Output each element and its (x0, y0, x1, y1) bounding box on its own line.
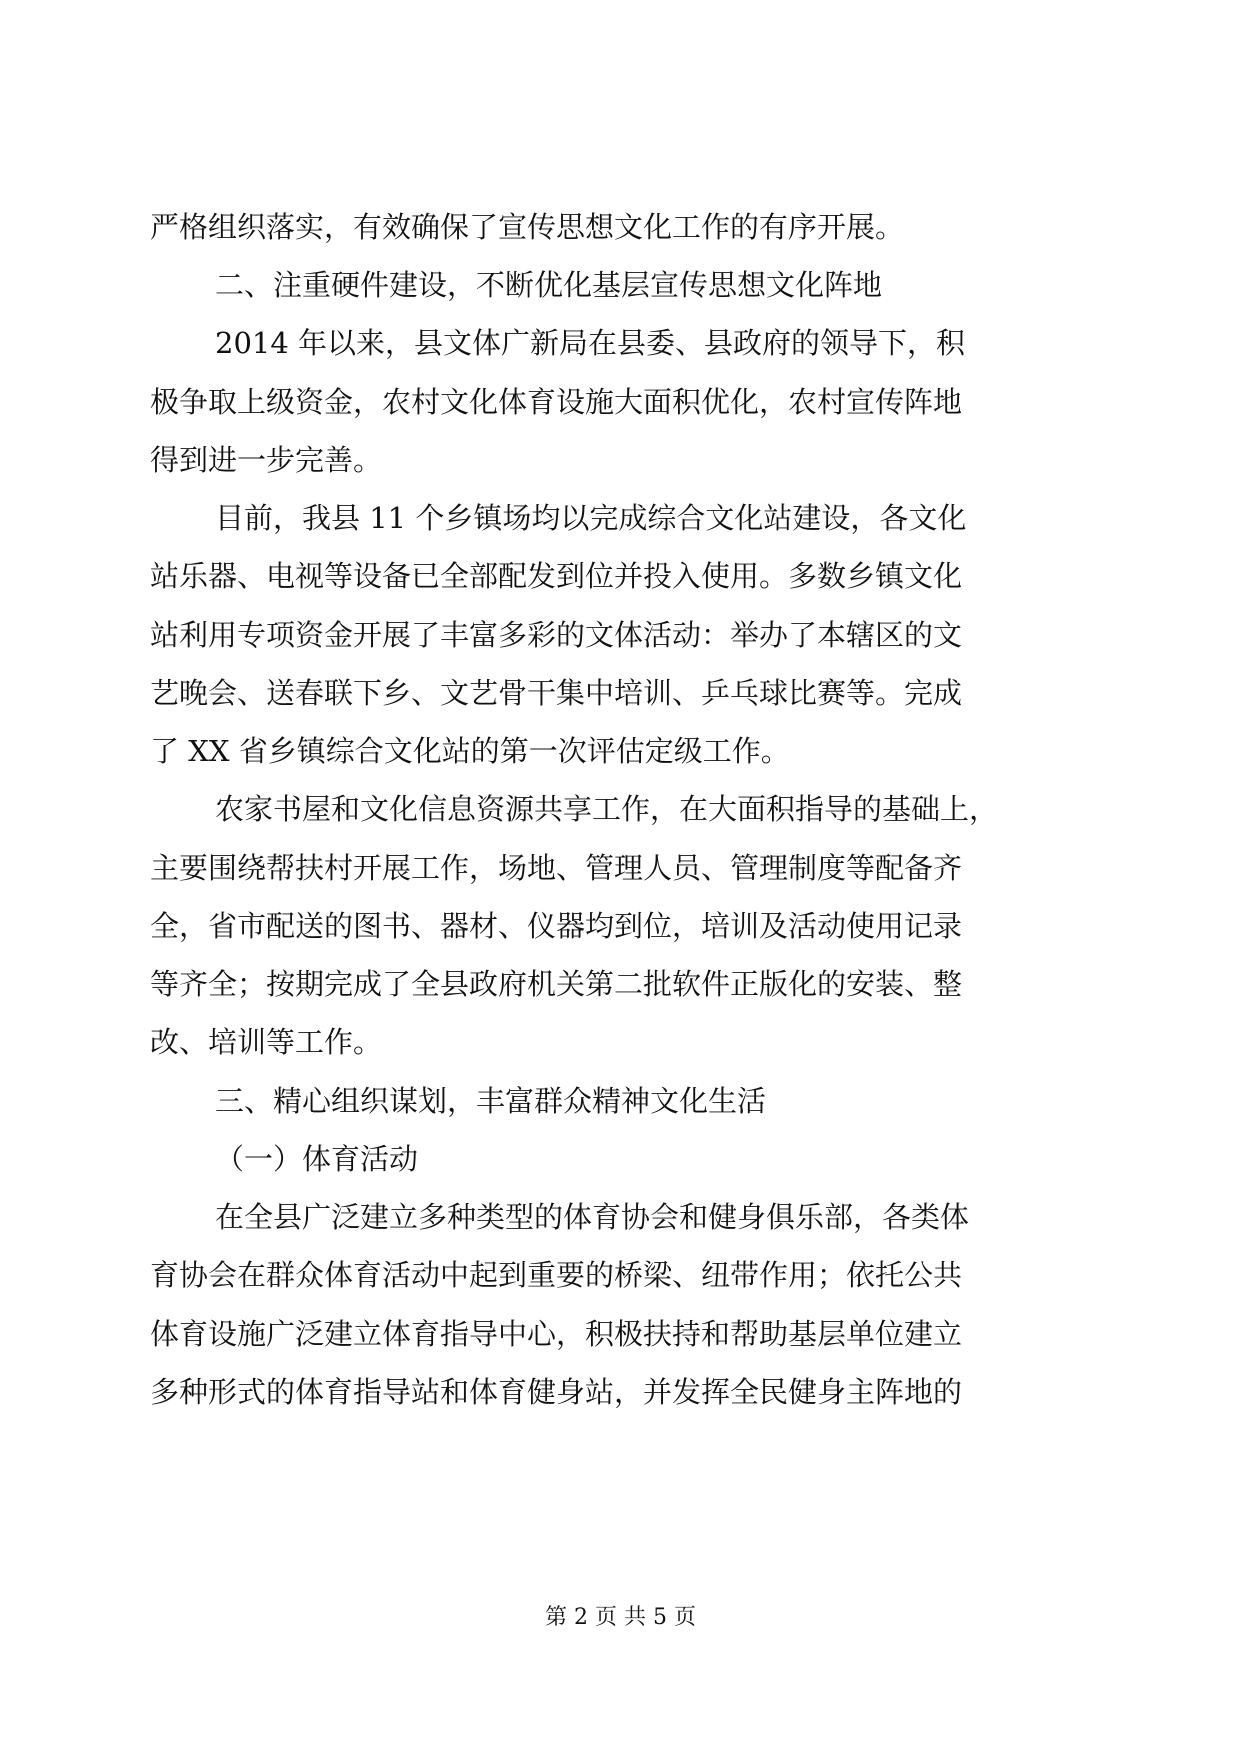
text-line: 体育设施广泛建立体育指导中心，积极扶持和帮助基层单位建立 (150, 1317, 963, 1351)
text-line: 站利用专项资金开展了丰富多彩的文体活动：举办了本辖区的文 (150, 618, 963, 652)
text-line: 了 XX 省乡镇综合文化站的第一次评估定级工作。 (150, 734, 790, 768)
text-line: 2014 年以来，县文体广新局在县委、县政府的领导下，积 (215, 326, 966, 360)
text-line: 在全县广泛建立多种类型的体育协会和健身俱乐部，各类体 (215, 1200, 970, 1234)
text-line: 主要围绕帮扶村开展工作，场地、管理人员、管理制度等配备齐 (150, 851, 963, 885)
text-line: 改、培训等工作。 (150, 1025, 383, 1059)
section-heading: 二、注重硬件建设，不断优化基层宣传思想文化阵地 (215, 268, 883, 302)
section-heading: 三、精心组织谋划，丰富群众精神文化生活 (215, 1084, 767, 1118)
text-line: 得到进一步完善。 (150, 443, 383, 477)
text-line: 等齐全；按期完成了全县政府机关第二批软件正版化的安装、整 (150, 967, 963, 1001)
text-line: 站乐器、电视等设备已全部配发到位并投入使用。多数乡镇文化 (150, 559, 963, 593)
page-number-footer: 第 2 页 共 5 页 (545, 1605, 696, 1630)
text-line: 严格组织落实，有效确保了宣传思想文化工作的有序开展。 (150, 210, 905, 244)
text-line: 农家书屋和文化信息资源共享工作，在大面积指导的基础上， (215, 792, 999, 826)
text-line: 极争取上级资金，农村文化体育设施大面积优化，农村宣传阵地 (150, 385, 963, 419)
text-line: 育协会在群众体育活动中起到重要的桥梁、纽带作用；依托公共 (150, 1258, 963, 1292)
text-line: 全，省市配送的图书、器材、仪器均到位，培训及活动使用记录 (150, 909, 963, 943)
text-line: 目前，我县 11 个乡镇场均以完成综合文化站建设，各文化 (215, 501, 967, 535)
text-line: 多种形式的体育指导站和体育健身站，并发挥全民健身主阵地的 (150, 1375, 963, 1409)
subsection-heading: （一）体育活动 (215, 1142, 419, 1176)
text-line: 艺晚会、送春联下乡、文艺骨干集中培训、乒乓球比赛等。完成 (150, 676, 963, 710)
